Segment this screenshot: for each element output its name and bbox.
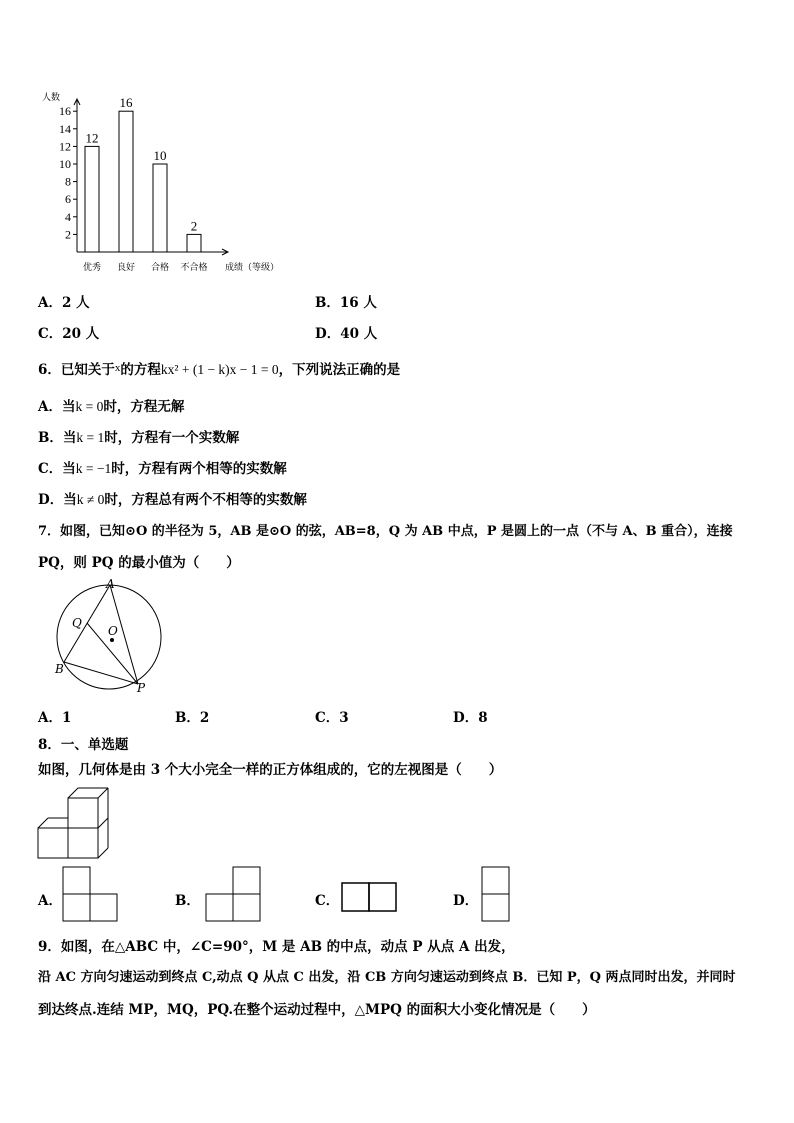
q5-option-a[interactable]: A．2 人 bbox=[38, 295, 90, 311]
q6-option-a[interactable] bbox=[38, 395, 184, 415]
q8-option-d[interactable]: D． bbox=[453, 893, 479, 909]
q7-stem-line1: 7．如图，已知⊙O 的半径为 5，AB 是⊙O 的弦，AB=8，Q 为 AB 中点，P 是圆上的一点（不与 A、B 重合），连接 bbox=[38, 524, 733, 539]
q6-option-b-suffix: 时，方程有一个实数解 bbox=[104, 430, 240, 446]
y-tick-label: 10 bbox=[59, 157, 71, 171]
y-tick-label: 16 bbox=[59, 104, 71, 119]
q6-option-d[interactable] bbox=[38, 488, 307, 508]
q6-stem bbox=[38, 358, 400, 378]
bar-data-label: 2 bbox=[190, 218, 198, 234]
bar bbox=[153, 164, 167, 252]
q6-stem-mid: 的方程 bbox=[120, 362, 161, 378]
y-tick-label: 8 bbox=[65, 174, 71, 189]
q6-equation: kx² + (1 − k)x − 1 = 0 bbox=[160, 362, 279, 377]
q9-stem-line3: 到达终点.连结 MP，MQ，PQ.在整个运动过程中，△MPQ 的面积大小变化情况是（ ） bbox=[38, 1002, 596, 1018]
q6-option-c[interactable] bbox=[38, 457, 287, 477]
q9-stem-line1: 9．如图，在△ABC 中，∠C=90°，M 是 AB 的中点，动点 P 从点 A 出发， bbox=[38, 939, 515, 955]
q8-option-b[interactable]: B． bbox=[175, 893, 200, 909]
q7-option-c[interactable]: C．3 bbox=[315, 710, 349, 726]
label-p: P bbox=[137, 681, 146, 695]
q7-option-a[interactable]: A．1 bbox=[38, 710, 72, 726]
label-q: Q bbox=[72, 616, 82, 630]
bar-chart bbox=[30, 86, 300, 276]
q6-option-d-prefix: D．当 bbox=[38, 492, 77, 508]
q7-option-d[interactable]: D．8 bbox=[453, 710, 488, 726]
q8-option-c-figure bbox=[341, 882, 399, 914]
bar bbox=[187, 234, 201, 252]
bar-data-label: 10 bbox=[153, 148, 167, 163]
x-category-label: 优秀 bbox=[82, 263, 102, 273]
q9-stem-line2: 沿 AC 方向匀速运动到终点 C,动点 Q 从点 C 出发，沿 CB 方向匀速运动到终点 B．已知 P，Q 两点同时出发，并同时 bbox=[38, 970, 736, 985]
q5-option-b[interactable]: B．16 人 bbox=[315, 295, 377, 311]
label-a: A bbox=[106, 577, 115, 591]
label-o: O bbox=[108, 624, 118, 638]
q6-option-c-cond: k = −1 bbox=[75, 461, 112, 476]
q6-option-d-cond: k ≠ 0 bbox=[76, 492, 105, 507]
q6-option-b-cond: k = 1 bbox=[76, 430, 105, 445]
bar-data-label: 12 bbox=[85, 130, 99, 146]
y-tick-label: 12 bbox=[59, 139, 71, 154]
segment-bp bbox=[64, 662, 138, 684]
q5-option-d[interactable]: D．40 人 bbox=[315, 326, 378, 342]
circle-figure bbox=[52, 578, 167, 698]
bar bbox=[119, 111, 133, 252]
q6-option-a-suffix: 时，方程无解 bbox=[103, 399, 185, 415]
q8-stem: 如图，几何体是由 3 个大小完全一样的正方体组成的，它的左视图是（ ） bbox=[38, 762, 503, 778]
q8-option-c[interactable]: C． bbox=[315, 893, 340, 909]
bar bbox=[85, 146, 99, 252]
y-tick-label: 14 bbox=[59, 121, 71, 136]
q6-option-a-prefix: A．当 bbox=[38, 399, 76, 415]
y-tick-label: 6 bbox=[65, 192, 71, 207]
q6-var: x bbox=[114, 362, 121, 374]
bar-data-label: 16 bbox=[119, 95, 133, 111]
q6-option-c-suffix: 时，方程有两个相等的实数解 bbox=[111, 461, 287, 477]
q6-option-b-prefix: B．当 bbox=[38, 430, 77, 446]
q8-option-a[interactable]: A． bbox=[38, 893, 62, 909]
q6-option-d-suffix: 时，方程总有两个不相等的实数解 bbox=[104, 492, 307, 508]
q8-option-b-figure bbox=[205, 866, 263, 924]
q8-option-a-figure bbox=[62, 866, 120, 924]
q8-header: 8．一、单选题 bbox=[38, 737, 129, 753]
x-category-label: 良好 bbox=[116, 263, 136, 273]
q8-option-d-figure bbox=[481, 866, 513, 924]
center-dot bbox=[110, 638, 114, 642]
label-b: B bbox=[55, 662, 64, 676]
x-category-label: 合格 bbox=[150, 263, 170, 273]
q7-stem-line2: PQ，则 PQ 的最小值为（ ） bbox=[38, 555, 240, 571]
x-category-label: 不合格 bbox=[180, 263, 208, 273]
q5-option-c[interactable]: C．20 人 bbox=[38, 326, 100, 342]
q6-option-b[interactable] bbox=[38, 426, 239, 446]
cube-solid-figure bbox=[36, 788, 116, 863]
y-tick-label: 2 bbox=[65, 227, 71, 242]
q6-stem-prefix: 6．已知关于 bbox=[38, 362, 115, 378]
y-axis-label: 人数 bbox=[42, 93, 61, 103]
x-axis-label: 成绩（等级） bbox=[225, 263, 280, 273]
q6-option-a-cond: k = 0 bbox=[75, 399, 104, 414]
q7-option-b[interactable]: B．2 bbox=[175, 710, 210, 726]
y-tick-label: 4 bbox=[65, 209, 71, 224]
q6-stem-suffix: ，下列说法正确的是 bbox=[278, 362, 401, 378]
q6-option-c-prefix: C．当 bbox=[38, 461, 76, 477]
